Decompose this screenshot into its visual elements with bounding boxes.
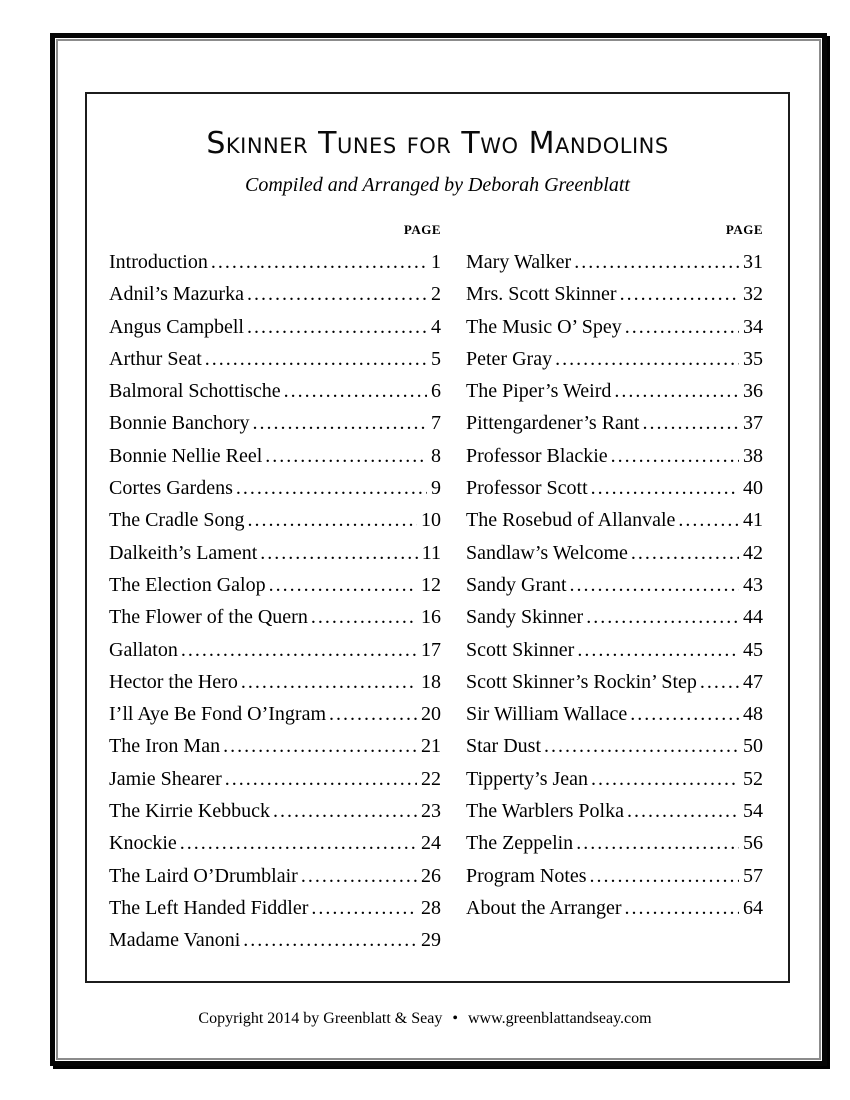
toc-entry-page: 64: [743, 896, 763, 919]
toc-entry-page: 1: [431, 251, 441, 273]
toc-column-left: [109, 222, 441, 957]
dot-leader: [260, 537, 417, 569]
toc-entry: [466, 892, 763, 924]
toc-entry-title: Pittengardener’s Rant: [466, 412, 640, 435]
toc-entry-page: 34: [743, 315, 763, 338]
toc-entry: [466, 311, 763, 343]
dot-leader: [241, 666, 417, 698]
dot-leader: [576, 827, 739, 859]
toc-entry-page: 2: [431, 283, 441, 306]
toc-entry: [466, 504, 763, 536]
toc-entry-page: 11: [421, 541, 441, 564]
toc-entry-title: Professor Scott: [466, 477, 588, 500]
toc-entry: [109, 698, 441, 730]
toc-entry-title: Cortes Gardens: [109, 477, 233, 500]
toc-entry-page: 29: [421, 929, 441, 952]
toc-entry-title: Sandy Skinner: [466, 606, 584, 629]
toc-entry: [109, 278, 441, 310]
toc-entry-title: Knockie: [109, 832, 177, 855]
page-column-header: PAGE: [725, 222, 763, 237]
toc-entry: [109, 440, 441, 472]
toc-entry: [466, 698, 763, 730]
dot-leader: [627, 795, 739, 827]
dot-leader: [577, 634, 739, 666]
toc-entry-title: Dalkeith’s Lament: [109, 541, 258, 564]
toc-entry: [109, 375, 441, 407]
toc-entry-page: 48: [743, 703, 763, 726]
dot-leader: [311, 892, 417, 924]
dot-leader: [678, 504, 739, 536]
dot-leader: [614, 375, 739, 407]
toc-entry-page: 32: [743, 283, 763, 306]
toc-entry-page: 41: [743, 509, 763, 532]
dot-leader: [247, 311, 427, 343]
toc-entry-title: About the Arranger: [466, 896, 622, 919]
toc-entry-title: The Kirrie Kebbuck: [109, 800, 271, 823]
toc-entry-title: The Iron Man: [109, 735, 221, 758]
toc-entry-title: Program Notes: [466, 864, 587, 887]
toc-entry-page: 47: [743, 670, 763, 693]
toc-entry-page: 45: [743, 638, 763, 661]
dot-leader: [181, 634, 417, 666]
toc-entry: [466, 537, 763, 569]
dot-leader: [236, 472, 427, 504]
toc-entry-page: 12: [421, 573, 441, 596]
toc-entry-page: 10: [421, 509, 441, 532]
dot-leader: [631, 537, 739, 569]
dot-leader: [642, 407, 739, 439]
toc-entry-title: Arthur Seat: [109, 347, 202, 370]
dot-leader: [269, 569, 417, 601]
toc-entry-page: 37: [743, 412, 763, 435]
dot-leader: [180, 827, 417, 859]
toc-entry: [109, 311, 441, 343]
toc-entry-title: The Music O’ Spey: [466, 315, 622, 338]
contents-box: [85, 92, 790, 983]
dot-leader: [247, 278, 427, 310]
copyright-text: Copyright 2014 by Greenblatt & Seay: [198, 1010, 443, 1027]
toc-entry-page: 28: [421, 896, 441, 919]
toc-entry-title: Scott Skinner’s Rockin’ Step: [466, 670, 697, 693]
toc-entry-title: Balmoral Schottische: [109, 380, 281, 403]
toc-entry-page: 31: [743, 251, 763, 273]
toc-entry-title: The Warblers Polka: [466, 800, 624, 823]
dot-leader: [574, 246, 739, 278]
toc-entry-title: Hector the Hero: [109, 670, 238, 693]
toc-entry: [466, 569, 763, 601]
dot-leader: [700, 666, 739, 698]
toc-entry-page: 54: [743, 800, 763, 823]
toc-entry: [466, 343, 763, 375]
dot-leader: [211, 246, 427, 278]
toc-entry-title: Jamie Shearer: [109, 767, 222, 790]
dot-leader: [625, 892, 739, 924]
toc-entry-page: 23: [421, 800, 441, 823]
toc-entry: [109, 924, 441, 956]
toc-entry-title: Bonnie Banchory: [109, 412, 250, 435]
dot-leader: [544, 730, 739, 762]
toc-entry-page: 6: [431, 380, 441, 403]
toc-entry-page: 16: [421, 606, 441, 629]
toc-entry: [109, 634, 441, 666]
toc-entry: [109, 504, 441, 536]
toc-entry-page: 20: [421, 703, 441, 726]
toc-entry-page: 26: [421, 864, 441, 887]
toc-entry-page: 8: [431, 444, 441, 467]
toc-entry-page: 52: [743, 767, 763, 790]
toc-entry-title: Gallaton: [109, 638, 178, 661]
dot-leader: [223, 730, 417, 762]
toc-entry-page: 43: [743, 573, 763, 596]
toc-entry-title: Scott Skinner: [466, 638, 575, 661]
toc-entry-page: 40: [743, 477, 763, 500]
toc-entry: [466, 827, 763, 859]
toc-entry: [109, 827, 441, 859]
toc-entry: [109, 601, 441, 633]
publisher-url: www.greenblattandseay.com: [467, 1010, 652, 1027]
toc-entry: [466, 472, 763, 504]
toc-entry-title: Tipperty’s Jean: [466, 767, 589, 790]
toc-entry-title: Mrs. Scott Skinner: [466, 283, 617, 306]
toc-entry: [109, 730, 441, 762]
toc-column-right: [466, 222, 763, 957]
dot-leader: [591, 763, 739, 795]
toc-entry-page: 9: [431, 477, 441, 500]
toc-entry-title: The Rosebud of Allanvale: [466, 509, 676, 532]
toc-entry-title: The Election Galop: [109, 573, 266, 596]
toc-entry: [109, 407, 441, 439]
dot-leader: [586, 601, 739, 633]
toc-entry-title: Angus Campbell: [109, 315, 244, 338]
dot-leader: [225, 763, 417, 795]
toc-entry-title: Peter Gray: [466, 347, 553, 370]
toc-entry: [466, 440, 763, 472]
toc-entry-page: 57: [743, 864, 763, 887]
toc-entry-page: 22: [421, 767, 441, 790]
page-title: Skinner Tunes for Two Mandolins: [206, 126, 669, 161]
dot-leader: [243, 924, 417, 956]
copyright-line: [0, 1010, 850, 1028]
toc-entry-title: The Piper’s Weird: [466, 380, 612, 403]
bullet-separator: •: [452, 1010, 458, 1027]
toc-entry: [109, 795, 441, 827]
toc-entry-page: 35: [743, 347, 763, 370]
dot-leader: [273, 795, 417, 827]
toc-entry-page: 50: [743, 735, 763, 758]
toc-entry: [466, 278, 763, 310]
toc-entry-page: 38: [743, 444, 763, 467]
toc-entry: [109, 666, 441, 698]
toc-entry-page: 4: [431, 315, 441, 338]
toc-entry-title: The Cradle Song: [109, 509, 245, 532]
dot-leader: [590, 860, 739, 892]
toc-entry-title: Professor Blackie: [466, 444, 608, 467]
table-of-contents: [87, 222, 788, 957]
toc-entry-title: Madame Vanoni: [109, 929, 241, 952]
toc-entry: [109, 892, 441, 924]
dot-leader: [625, 311, 739, 343]
toc-entry-page: 24: [421, 832, 441, 855]
dot-leader: [570, 569, 739, 601]
dot-leader: [591, 472, 739, 504]
toc-entry: [109, 860, 441, 892]
dot-leader: [311, 601, 417, 633]
page-column-header: PAGE: [403, 222, 441, 237]
toc-entry: [109, 343, 441, 375]
dot-leader: [611, 440, 739, 472]
toc-entry: [109, 763, 441, 795]
dot-leader: [284, 375, 427, 407]
toc-entry-title: Sir William Wallace: [466, 703, 628, 726]
toc-entry-title: Sandlaw’s Welcome: [466, 541, 628, 564]
toc-entry: [109, 472, 441, 504]
toc-entry: [109, 537, 441, 569]
toc-entry-title: Star Dust: [466, 735, 541, 758]
toc-entry: [466, 407, 763, 439]
toc-entry-title: Sandy Grant: [466, 573, 567, 596]
toc-entry: [466, 666, 763, 698]
toc-entry: [466, 860, 763, 892]
toc-entry: [466, 601, 763, 633]
dot-leader: [555, 343, 739, 375]
toc-entry-title: The Laird O’Drumblair: [109, 864, 298, 887]
toc-entry-title: The Zeppelin: [466, 832, 574, 855]
toc-entry: [466, 634, 763, 666]
toc-entry: [466, 375, 763, 407]
dot-leader: [265, 440, 427, 472]
toc-entry-page: 21: [421, 735, 441, 758]
toc-entry-title: Adnil’s Mazurka: [109, 283, 244, 306]
toc-entry-page: 7: [431, 412, 441, 435]
toc-entry-title: The Left Handed Fiddler: [109, 896, 309, 919]
page-subtitle: Compiled and Arranged by Deborah Greenblatt: [245, 174, 630, 196]
toc-entry-title: Bonnie Nellie Reel: [109, 444, 263, 467]
toc-entry-page: 36: [743, 380, 763, 403]
dot-leader: [301, 860, 417, 892]
toc-entry: [466, 763, 763, 795]
toc-entry-page: 17: [421, 638, 441, 661]
dot-leader: [329, 698, 417, 730]
toc-entry-page: 56: [743, 832, 763, 855]
toc-entry-title: I’ll Aye Be Fond O’Ingram: [109, 703, 327, 726]
toc-entry: [466, 795, 763, 827]
dot-leader: [253, 407, 427, 439]
toc-entry-page: 44: [743, 606, 763, 629]
toc-entry-page: 5: [431, 347, 441, 370]
toc-entry-title: The Flower of the Quern: [109, 606, 308, 629]
toc-entry: [466, 246, 763, 278]
dot-leader: [205, 343, 427, 375]
toc-entry-title: Mary Walker: [466, 251, 572, 273]
dot-leader: [620, 278, 739, 310]
toc-entry: [109, 246, 441, 278]
toc-entry-page: 42: [743, 541, 763, 564]
toc-entry: [109, 569, 441, 601]
dot-leader: [248, 504, 417, 536]
toc-entry-page: 18: [421, 670, 441, 693]
dot-leader: [630, 698, 739, 730]
toc-entry-title: Introduction: [109, 251, 208, 273]
toc-entry: [466, 730, 763, 762]
